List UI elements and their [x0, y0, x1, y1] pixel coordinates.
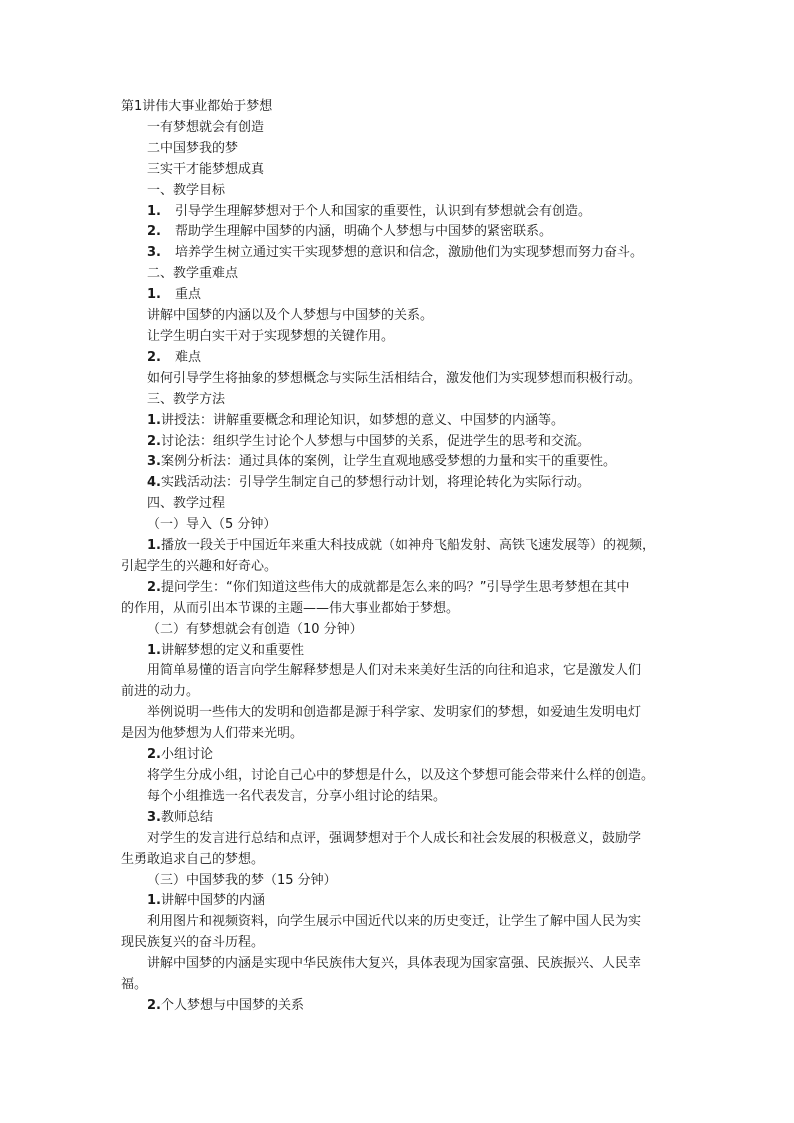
paragraph-line: 的作用，从而引出本节课的主题——伟大事业都始于梦想。 — [121, 600, 460, 616]
paragraph-line — [121, 536, 684, 557]
list-text: 讲授法：讲解重要概念和理论知识，如梦想的意义、中国梦的内涵等。 — [160, 412, 564, 428]
sub-heading — [121, 285, 684, 306]
list-number: 1. — [147, 642, 161, 658]
paragraph-line: 讲解中国梦的内涵以及个人梦想与中国梦的关系。 — [147, 308, 434, 324]
sub-heading — [121, 891, 684, 912]
list-number: 2. — [147, 747, 161, 763]
paragraph-line: 引起学生的兴趣和好奇心。 — [121, 558, 278, 574]
outline-item: 二中国梦我的梦 — [147, 140, 239, 156]
list-item — [121, 473, 684, 494]
sub-heading-label: 讲解梦想的定义和重要性 — [160, 642, 304, 658]
list-text: 帮助学生理解中国梦的内涵，明确个人梦想与中国梦的紧密联系。 — [175, 224, 553, 240]
section-heading: 二、教学重难点 — [147, 266, 239, 282]
paragraph-line: 举例说明一些伟大的发明和创造都是源于科学家、发明家们的梦想，如爱迪生发明电灯 — [147, 705, 642, 721]
sub-heading-label: 难点 — [175, 349, 202, 365]
paragraph-line: 是因为他梦想为人们带来光明。 — [121, 726, 304, 742]
sub-heading-label: 重点 — [175, 287, 202, 303]
paragraph-line: 将学生分成小组，讨论自己心中的梦想是什么，以及这个梦想可能会带来什么样的创造。 — [147, 768, 655, 783]
list-number: 1. — [147, 893, 161, 909]
sub-heading-label: 教师总结 — [160, 809, 213, 825]
sub-heading-label: 小组讨论 — [160, 747, 213, 763]
paragraph-line: 前进的动力。 — [121, 684, 200, 700]
list-text: 引导学生理解梦想对于个人和国家的重要性，认识到有梦想就会有创造。 — [175, 203, 592, 219]
list-number: 3. — [147, 245, 161, 261]
section-heading: 四、教学过程 — [147, 496, 226, 512]
list-number: 2. — [147, 997, 161, 1013]
list-number: 2. — [147, 433, 161, 449]
list-number: 1. — [147, 203, 161, 219]
list-number: 2. — [147, 349, 161, 365]
paragraph-line: 生勇敢追求自己的梦想。 — [121, 851, 265, 867]
paragraph-line: 利用图片和视频资料，向学生展示中国近代以来的历史变迁，让学生了解中国人民为实 — [147, 914, 642, 930]
document-body — [121, 97, 684, 1017]
section-heading: 一、教学目标 — [147, 182, 226, 198]
sub-heading-label: 个人梦想与中国梦的关系 — [160, 997, 304, 1013]
list-text: 培养学生树立通过实干实现梦想的意识和信念，激励他们为实现梦想而努力奋斗。 — [175, 245, 644, 261]
sub-heading — [121, 808, 684, 829]
section-heading: 三、教学方法 — [147, 391, 226, 407]
subsection-heading: （二）有梦想就会有创造（10 分钟） — [147, 621, 363, 637]
paragraph-line: 如何引导学生将抽象的梦想概念与实际生活相结合，激发他们为实现梦想而积极行动。 — [147, 370, 642, 386]
list-number: 4. — [147, 475, 161, 491]
paragraph-line: 福。 — [121, 977, 148, 993]
outline-item: 三实干才能梦想成真 — [147, 161, 265, 177]
list-item — [121, 411, 684, 432]
list-item — [121, 202, 684, 223]
paragraph-text: 播放一段关于中国近年来重大科技成就（如神舟飞船发射、高铁飞速发展等）的视频， — [160, 538, 655, 554]
sub-heading — [121, 996, 684, 1017]
list-number: 2. — [147, 224, 161, 240]
list-number: 3. — [147, 809, 161, 825]
sub-heading — [121, 641, 684, 662]
list-number: 1. — [147, 287, 161, 303]
list-text: 案例分析法：通过具体的案例，让学生直观地感受梦想的力量和实干的重要性。 — [160, 454, 616, 470]
outline-item: 一有梦想就会有创造 — [147, 119, 265, 135]
paragraph-line: 用简单易懂的语言向学生解释梦想是人们对未来美好生活的向往和追求，它是激发人们 — [147, 663, 642, 679]
list-item — [121, 432, 684, 453]
sub-heading — [121, 745, 684, 766]
paragraph-line: 讲解中国梦的内涵是实现中华民族伟大复兴，具体表现为国家富强、民族振兴、人民幸 — [147, 956, 642, 972]
subsection-heading: （三）中国梦我的梦（15 分钟） — [147, 872, 337, 888]
paragraph-line: 现民族复兴的奋斗历程。 — [121, 935, 265, 951]
paragraph-line — [121, 578, 684, 599]
list-number: 2. — [147, 579, 161, 595]
list-number: 1. — [147, 538, 161, 554]
sub-heading-label: 讲解中国梦的内涵 — [160, 893, 265, 909]
list-item — [121, 243, 684, 264]
list-text: 讨论法：组织学生讨论个人梦想与中国梦的关系，促进学生的思考和交流。 — [160, 433, 590, 449]
paragraph-line: 每个小组推选一名代表发言，分享小组讨论的结果。 — [147, 788, 447, 804]
list-text: 实践活动法：引导学生制定自己的梦想行动计划，将理论转化为实际行动。 — [160, 475, 590, 491]
sub-heading — [121, 348, 684, 369]
lesson-title: 第1讲伟大事业都始于梦想 — [121, 99, 273, 114]
subsection-heading: （一）导入（5 分钟） — [147, 517, 277, 533]
list-item — [121, 222, 684, 243]
paragraph-line: 让学生明白实干对于实现梦想的关键作用。 — [147, 328, 395, 344]
list-number: 3. — [147, 454, 161, 470]
list-number: 1. — [147, 412, 161, 428]
paragraph-text: 提问学生：“你们知道这些伟大的成就都是怎么来的吗？”引导学生思考梦想在其中 — [160, 579, 630, 595]
paragraph-line: 对学生的发言进行总结和点评，强调梦想对于个人成长和社会发展的积极意义，鼓励学 — [147, 830, 642, 846]
list-item — [121, 452, 684, 473]
